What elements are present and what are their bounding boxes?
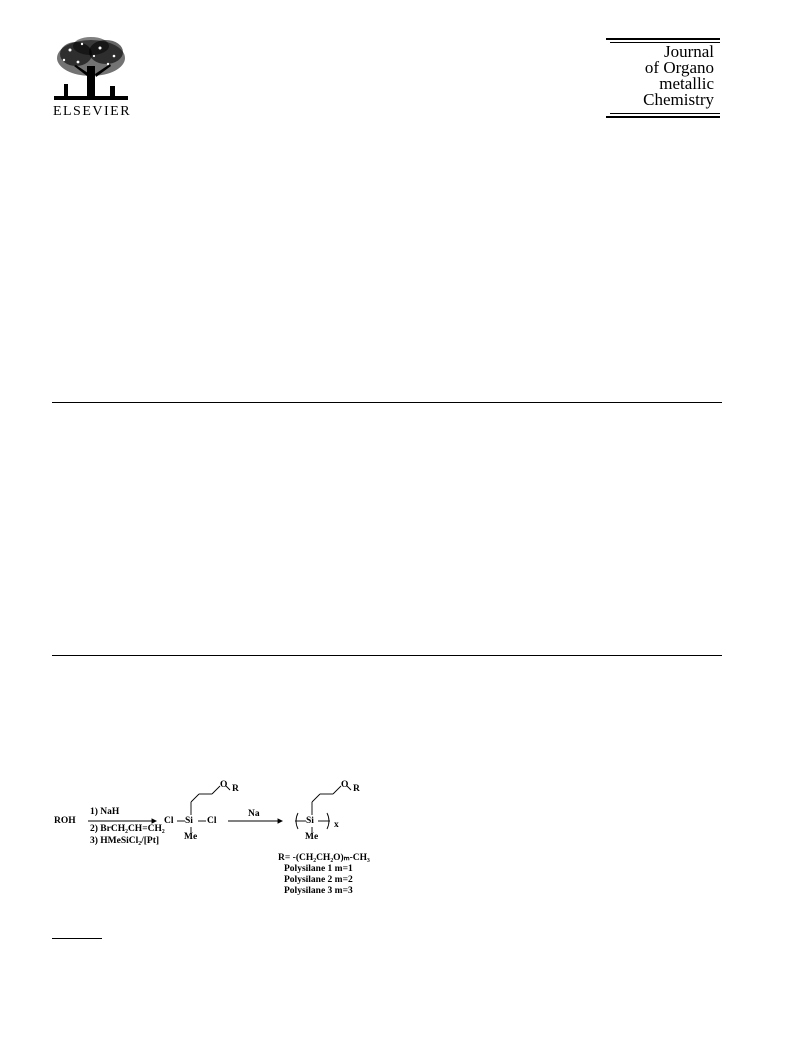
silicon-label: Si bbox=[306, 816, 314, 826]
journal-title bbox=[643, 44, 714, 108]
journal-title-line: of Organo bbox=[644, 58, 714, 77]
reactant-label: ROH bbox=[54, 816, 76, 826]
polysilane-2-label: Polysilane 2 m=2 bbox=[284, 875, 353, 885]
methyl-label: Me bbox=[184, 832, 198, 842]
logo-rule bbox=[610, 113, 720, 114]
r-group-definition: R= -(CH₂CH₂O)ₘ-CH₃ bbox=[278, 853, 370, 863]
journal-title-line: Chemistry bbox=[643, 90, 714, 109]
chlorine-left-label: Cl bbox=[164, 816, 174, 826]
journal-logo bbox=[606, 38, 720, 118]
bond bbox=[191, 794, 199, 802]
polysilane-3-label: Polysilane 3 m=3 bbox=[284, 886, 353, 896]
oxygen-label: O bbox=[220, 780, 228, 790]
r-group-label: R bbox=[232, 784, 239, 794]
chlorine-right-label: Cl bbox=[207, 816, 217, 826]
condition-step-2: 2) BrCH₂CH=CH₂ bbox=[90, 824, 165, 834]
arrowhead bbox=[278, 819, 282, 823]
reaction-scheme bbox=[52, 780, 392, 900]
section-divider bbox=[52, 655, 722, 656]
methyl-label: Me bbox=[305, 832, 319, 842]
journal-title-line: Journal bbox=[663, 42, 714, 61]
oxygen-label: O bbox=[341, 780, 349, 790]
r-group-label: R bbox=[353, 784, 360, 794]
journal-title-line: metallic bbox=[659, 74, 714, 93]
polysilane-1-label: Polysilane 1 m=1 bbox=[284, 864, 353, 874]
condition-step-1: 1) NaH bbox=[90, 807, 120, 817]
bond bbox=[312, 794, 320, 802]
logo-rule bbox=[606, 38, 720, 40]
condition-step-3: 3) HMeSiCl₂/[Pt] bbox=[90, 836, 160, 846]
bond bbox=[212, 786, 220, 794]
publisher-name: ELSEVIER bbox=[52, 104, 132, 119]
repeat-index-label: x bbox=[334, 820, 339, 830]
footnote-divider bbox=[52, 938, 102, 939]
silicon-label: Si bbox=[185, 816, 193, 826]
logo-rule bbox=[606, 116, 720, 118]
tree-icon bbox=[50, 36, 132, 106]
section-divider bbox=[52, 402, 722, 403]
arrowhead bbox=[152, 819, 156, 823]
bond bbox=[333, 786, 341, 794]
reagent-label: Na bbox=[248, 809, 260, 819]
